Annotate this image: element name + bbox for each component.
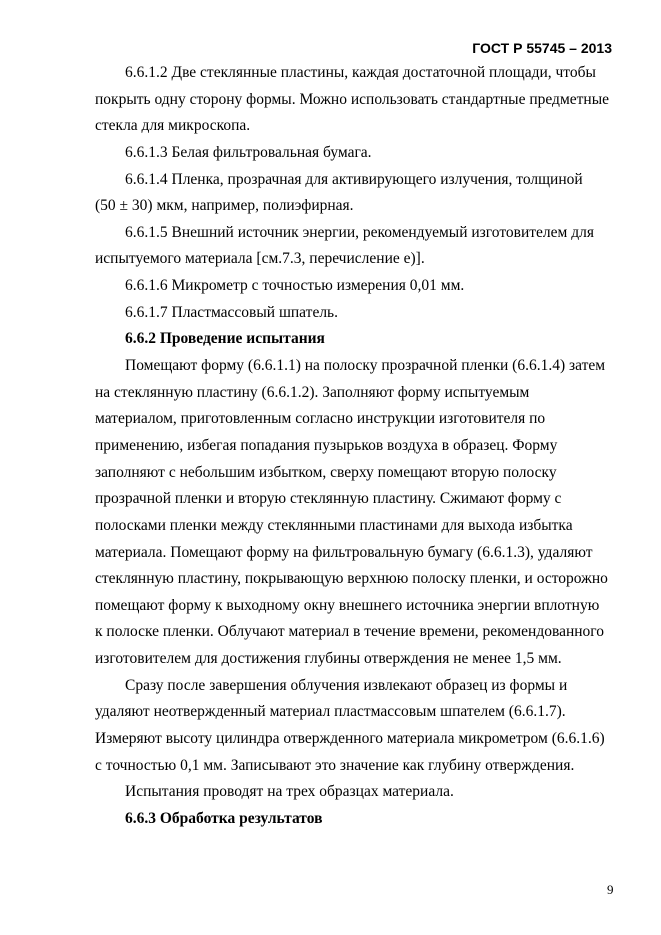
text-line: на стеклянную пластину (6.6.1.2). Заполняют форму испытуемым bbox=[95, 383, 530, 401]
text-line: 6.6.1.2 Две стеклянные пластины, каждая достаточной площади, чтобы bbox=[125, 64, 596, 81]
text-line: стекла для микроскопа. bbox=[95, 117, 251, 135]
text-line: Сразу после завершения облучения извлекают образец из формы и bbox=[125, 676, 568, 694]
text-line: Измеряют высоту цилиндра отвержденного материала микрометром (6.6.1.6) bbox=[95, 730, 605, 748]
text-line: покрыть одну сторону формы. Можно использовать стандартные предметные bbox=[95, 90, 609, 108]
text-line: 6.6.1.6 Микрометр с точностью измерения 0,01 мм. bbox=[125, 277, 465, 295]
text-line: испытуемого материала [см.7.3, перечисление е)]. bbox=[95, 250, 425, 268]
text-line: 6.6.1.3 Белая фильтровальная бумага. bbox=[125, 143, 372, 161]
text-line: заполняют с небольшим избытком, сверху помещают вторую полоску bbox=[95, 463, 557, 481]
text-line: (50 ± 30) мкм, например, полиэфирная. bbox=[95, 197, 354, 215]
text-line: с точностью 0,1 мм. Записывают это значение как глубину отверждения. bbox=[95, 756, 575, 774]
section-heading: 6.6.2 Проведение испытания bbox=[125, 330, 325, 348]
text-line: стеклянную пластину, покрывающую верхнюю полоску пленки, и осторожно bbox=[95, 570, 608, 588]
page-number: 9 bbox=[607, 882, 614, 897]
text-line: Испытания проводят на трех образцах материала. bbox=[125, 783, 454, 801]
section-heading: 6.6.3 Обработка результатов bbox=[125, 809, 323, 827]
text-line: прозрачной пленки и вторую стеклянную пластину. Сжимают форму с bbox=[95, 490, 562, 508]
text-line: 6.6.1.4 Пленка, прозрачная для активирующего излучения, толщиной bbox=[125, 170, 583, 188]
text-line: изготовителем для достижения глубины отверждения не менее 1,5 мм. bbox=[95, 650, 562, 668]
text-line: удаляют неотвержденный материал пластмассовым шпателем (6.6.1.7). bbox=[95, 703, 566, 721]
body-text bbox=[95, 60, 615, 833]
text-line: полосками пленки между стеклянными пластинами для выхода избытка bbox=[95, 516, 573, 534]
text-line: помещают форму к выходному окну внешнего источника энергии вплотную bbox=[95, 596, 600, 614]
text-line: применению, избегая попадания пузырьков воздуха в образец. Форму bbox=[95, 436, 558, 454]
text-line: материалом, приготовленным согласно инструкции изготовителя по bbox=[95, 410, 546, 428]
text-line: 6.6.1.7 Пластмассовый шпатель. bbox=[125, 303, 338, 321]
text-line: 6.6.1.5 Внешний источник энергии, рекомендуемый изготовителем для bbox=[125, 223, 594, 241]
text-line: к полоске пленки. Облучают материал в течение времени, рекомендованного bbox=[95, 623, 605, 641]
text-line: материала. Помещают форму на фильтровальную бумагу (6.6.1.3), удаляют bbox=[95, 543, 593, 561]
text-line: Помещают форму (6.6.1.1) на полоску прозрачной пленки (6.6.1.4) затем bbox=[125, 357, 606, 375]
standard-header: ГОСТ Р 55745 – 2013 bbox=[472, 40, 612, 56]
